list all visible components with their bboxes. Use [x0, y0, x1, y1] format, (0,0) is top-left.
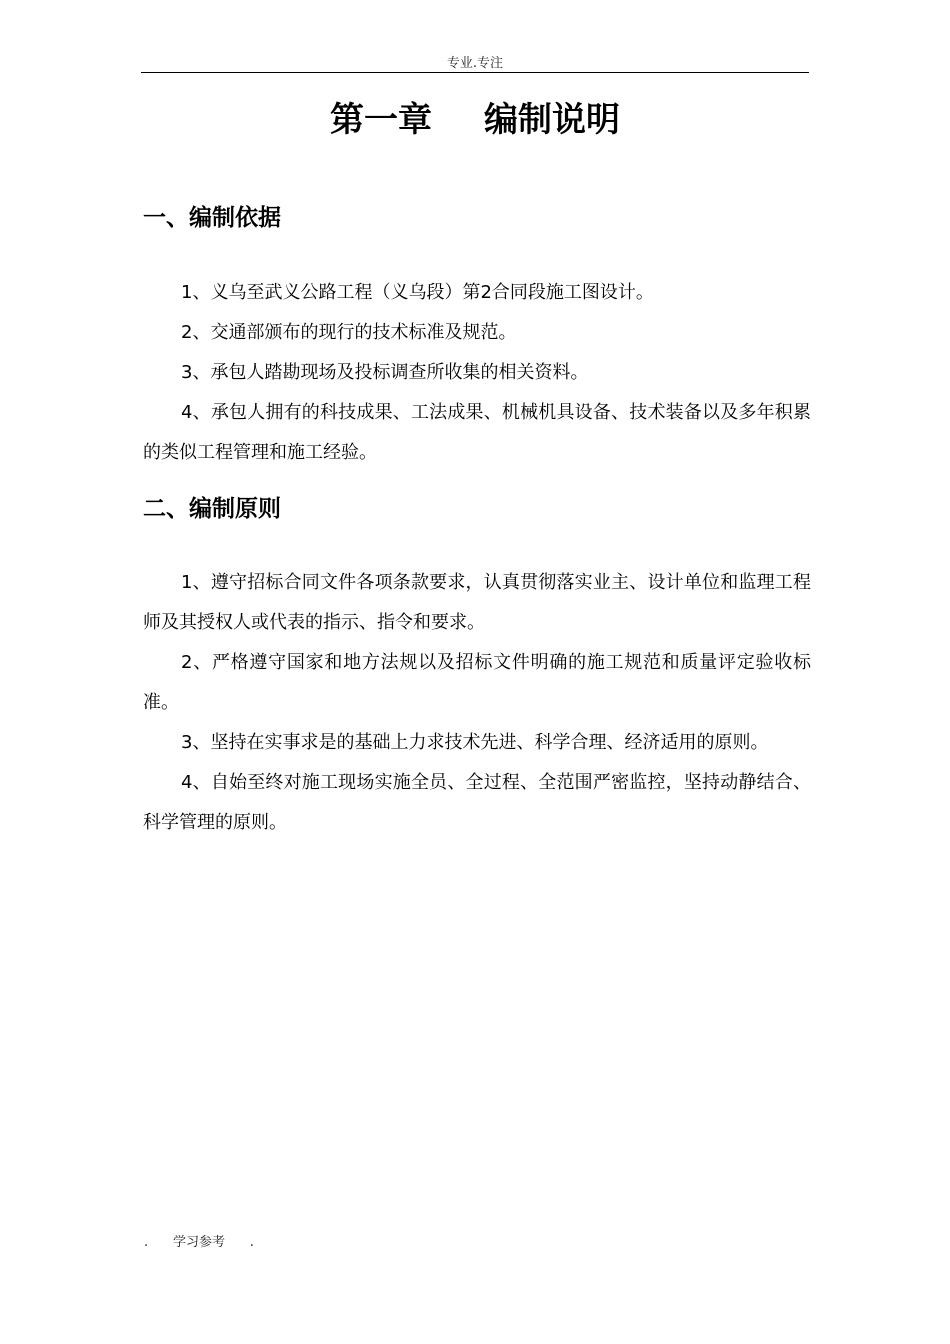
footer-left-mark: .	[144, 1235, 149, 1250]
chapter-name: 编制说明	[484, 100, 620, 140]
basis-item-4: 4、承包人拥有的科技成果、工法成果、机械机具设备、技术装备以及多年积累的类似工程管理和施工经验。	[143, 402, 811, 463]
chapter-title	[141, 98, 809, 142]
section-heading-principles: 二、编制原则	[143, 496, 281, 522]
header-text: 专业.专注	[446, 56, 504, 71]
principle-item-1: 1、遵守招标合同文件各项条款要求，认真贯彻落实业主、设计单位和监理工程师及其授权人或代表的指示、指令和要求。	[143, 572, 811, 633]
page-footer	[144, 1234, 254, 1252]
principle-item-3: 3、坚持在实事求是的基础上力求技术先进、科学合理、经济适用的原则。	[181, 732, 769, 753]
basis-item-1: 1、义乌至武义公路工程（义乌段）第2合同段施工图设计。	[181, 282, 654, 303]
basis-item-3: 3、承包人踏勘现场及投标调查所收集的相关资料。	[181, 362, 589, 383]
principle-item-4: 4、自始至终对施工现场实施全员、全过程、全范围严密监控，坚持动静结合、科学管理的原则。	[143, 772, 811, 833]
footer-text: 学习参考	[172, 1235, 225, 1250]
chapter-number: 第一章	[330, 100, 432, 140]
principle-item-2: 2、严格遵守国家和地方法规以及招标文件明确的施工规范和质量评定验收标准。	[143, 652, 811, 713]
basis-item-2: 2、交通部颁布的现行的技术标准及规范。	[181, 322, 517, 343]
footer-right-mark: .	[249, 1235, 254, 1250]
section-heading-basis: 一、编制依据	[143, 205, 281, 231]
page-header	[141, 56, 809, 73]
